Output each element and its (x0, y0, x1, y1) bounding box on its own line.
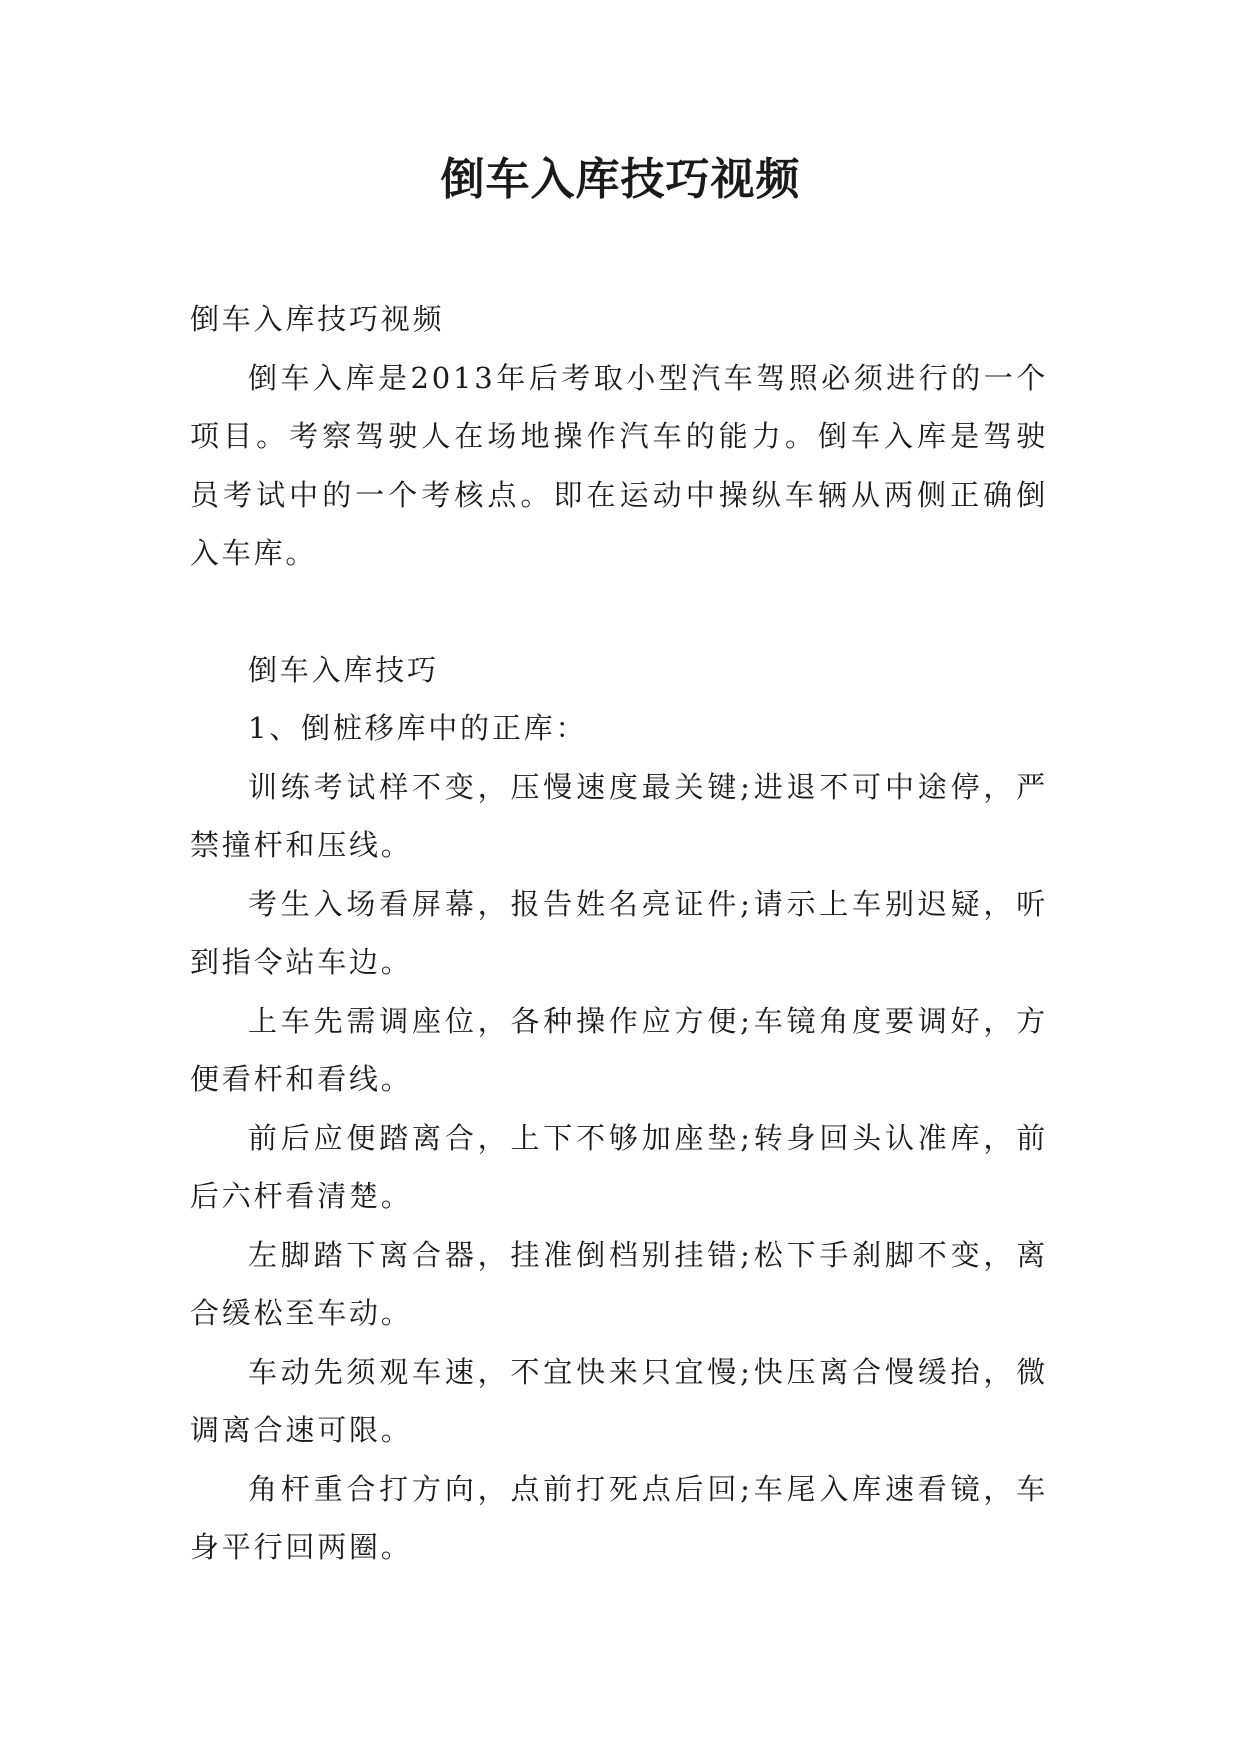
verse-paragraph: 角杆重合打方向，点前打死点后回;车尾入库速看镜，车身平行回两圈。 (190, 1471, 1048, 1564)
document-body (190, 290, 1048, 1577)
verse-paragraph: 训练考试样不变，压慢速度最关键;进退不可中途停，严禁撞杆和压线。 (190, 769, 1048, 862)
item-heading: 1、倒桩移库中的正库： (248, 711, 588, 745)
verse-paragraph: 考生入场看屏幕，报告姓名亮证件;请示上车别迟疑，听到指令站车边。 (190, 886, 1048, 979)
verse-paragraph: 车动先须观车速，不宜快来只宜慢;快压离合慢缓抬，微调离合速可限。 (190, 1354, 1048, 1447)
verse-paragraph: 前后应便踏离合，上下不够加座垫;转身回头认准库，前后六杆看清楚。 (190, 1120, 1048, 1213)
document-title: 倒车入库技巧视频 (440, 154, 801, 205)
verse-paragraph: 上车先需调座位，各种操作应方便;车镜角度要调好，方便看杆和看线。 (190, 1003, 1048, 1096)
intro-paragraph: 倒车入库是2013年后考取小型汽车驾照必须进行的一个项目。考察驾驶人在场地操作汽车的能力。倒车入库是驾驶员考试中的一个考核点。即在运动中操纵车辆从两侧正确倒入车库。 (190, 360, 1048, 570)
section-heading: 倒车入库技巧 (248, 652, 439, 687)
subtitle-line: 倒车入库技巧视频 (190, 302, 445, 336)
paragraph-gap (190, 583, 1048, 641)
verse-paragraph: 左脚踏下离合器，挂准倒档别挂错;松下手刹脚不变，离合缓松至车动。 (190, 1237, 1048, 1330)
